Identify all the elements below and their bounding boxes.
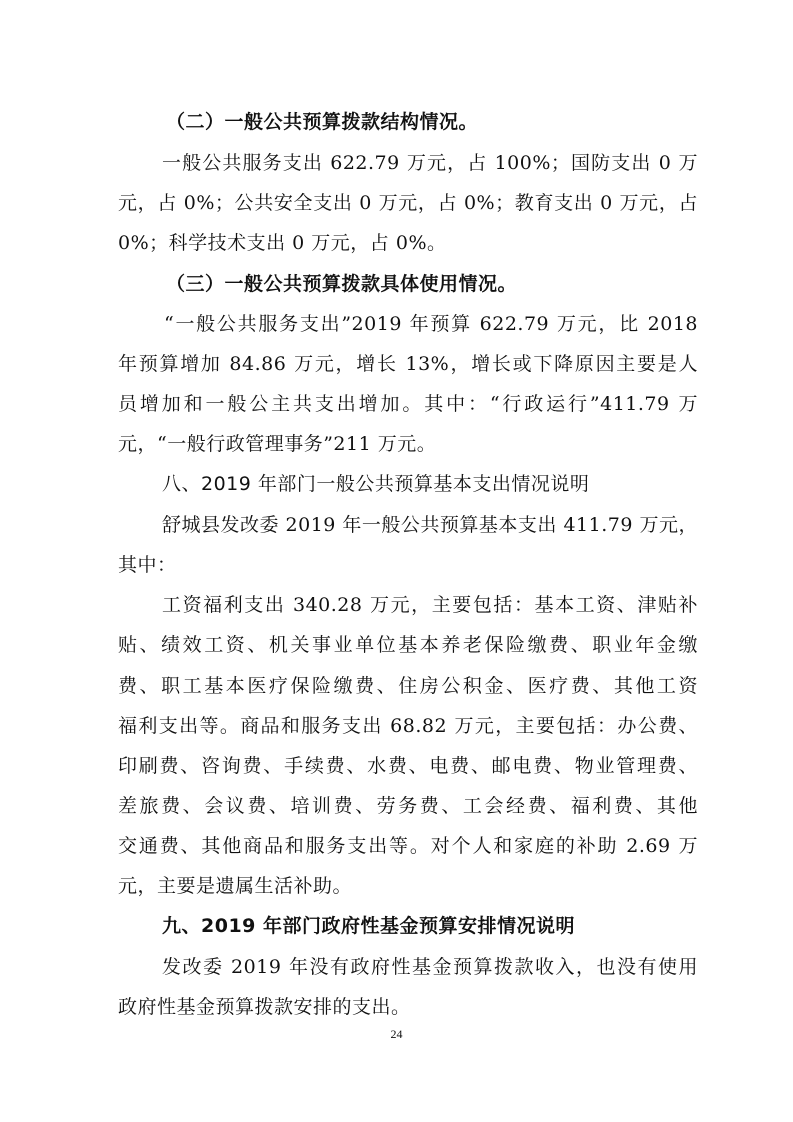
paragraph-line: 一般公共服务支出 622.79 万元，占 100%；国防支出 0 万 <box>162 152 698 174</box>
paragraph-line: 印刷费、咨询费、手续费、水费、电费、邮电费、物业管理费、 <box>118 755 698 777</box>
paragraph-line: 舒城县发改委 2019 年一般公共预算基本支出 411.79 万元， <box>162 514 698 536</box>
paragraph-line: 差旅费、会议费、培训费、劳务费、工会经费、福利费、其他 <box>118 795 698 817</box>
paragraph-line: 0%；科学技术支出 0 万元，占 0%。 <box>118 232 447 254</box>
paragraph-line: 元，“一般行政管理事务”211 万元。 <box>118 433 437 455</box>
section-heading-8: 八、2019 年部门一般公共预算基本支出情况说明 <box>162 473 590 495</box>
paragraph-line: 元，占 0%；公共安全支出 0 万元，占 0%；教育支出 0 万元，占 <box>118 192 698 214</box>
paragraph-line: 年预算增加 84.86 万元，增长 13%，增长或下降原因主要是人 <box>118 353 698 375</box>
page-number: 24 <box>390 1027 403 1041</box>
paragraph-line: “一般公共服务支出”2019 年预算 622.79 万元，比 2018 <box>164 313 698 335</box>
paragraph-line: 其中： <box>118 554 177 576</box>
paragraph-line: 贴、绩效工资、机关事业单位基本养老保险缴费、职业年金缴 <box>118 634 698 656</box>
paragraph-line: 发改委 2019 年没有政府性基金预算拨款收入，也没有使用 <box>162 956 698 978</box>
paragraph-line: 员增加和一般公主共支出增加。其中：“行政运行”411.79 万 <box>118 393 698 415</box>
section-heading-3: （三）一般公共预算拨款具体使用情况。 <box>166 273 518 295</box>
paragraph-line: 费、职工基本医疗保险缴费、住房公积金、医疗费、其他工资 <box>118 675 698 697</box>
section-heading-2: （二）一般公共预算拨款结构情况。 <box>166 111 479 133</box>
paragraph-line: 工资福利支出 340.28 万元，主要包括：基本工资、津贴补 <box>162 594 698 616</box>
paragraph-line: 元，主要是遗属生活补助。 <box>118 875 353 897</box>
paragraph-line: 福利支出等。商品和服务支出 68.82 万元，主要包括：办公费、 <box>118 715 698 737</box>
section-heading-9: 九、2019 年部门政府性基金预算安排情况说明 <box>162 915 575 937</box>
paragraph-line: 政府性基金预算拨款安排的支出。 <box>118 996 411 1018</box>
paragraph-line: 交通费、其他商品和服务支出等。对个人和家庭的补助 2.69 万 <box>118 835 698 857</box>
